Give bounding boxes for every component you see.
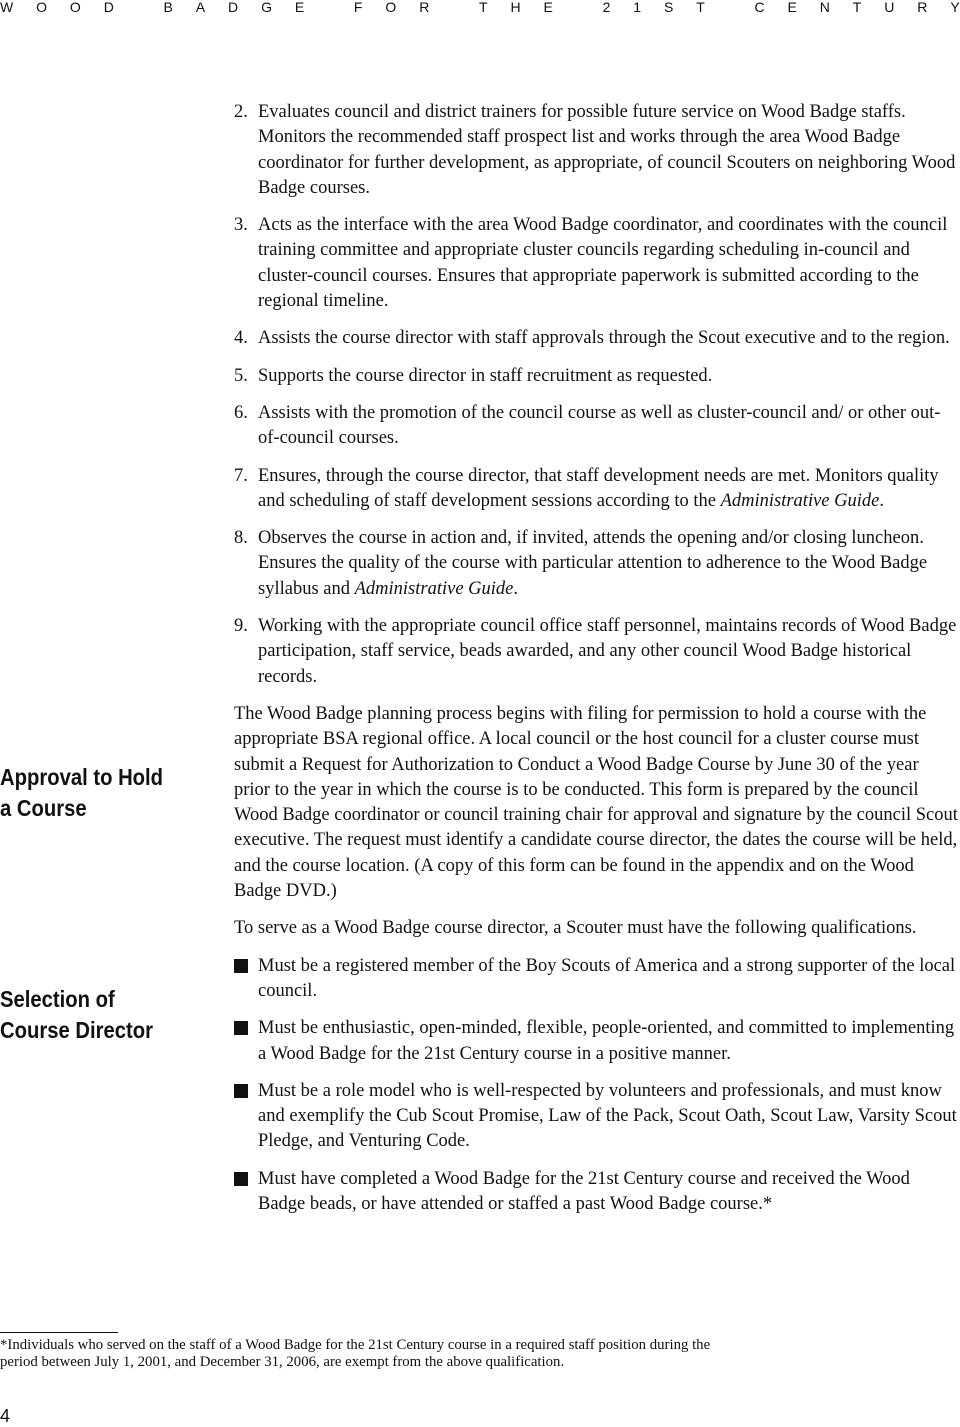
item-number: 2. (234, 102, 248, 122)
list-item (234, 1016, 958, 1067)
running-head-letter: E (294, 0, 305, 15)
running-head-letter (137, 0, 141, 20)
item-text: Working with the appropriate council office staff personnel, maintains records of Wood Badge participation, staff service, beads awarded, and any other council Wood Badge historical records. (258, 616, 957, 687)
running-head-letter: A (195, 0, 206, 15)
running-head-letter: F (353, 0, 363, 15)
running-head-letter: U (884, 0, 895, 15)
running-head-letter: O (36, 0, 48, 15)
running-head-letter: R (917, 0, 928, 15)
item-text: Must be a registered member of the Boy Scouts of America and a strong supporter of the local council. (258, 955, 956, 1001)
item-number: 4. (234, 328, 248, 349)
running-head-letter: 1 (633, 0, 642, 15)
selection-heading: Selection of Course Director (0, 986, 153, 1043)
running-head-letter: R (419, 0, 430, 15)
list-item (234, 401, 958, 452)
running-head-letter: T (696, 0, 705, 15)
running-head-letter: W (0, 0, 14, 15)
footnote: *Individuals who served on the staff of a Wood Badge for the 21st Century course in a required staff position during the period between July 1, 2001, and December 31, 2006, are exempt from the above qualification. (0, 1337, 711, 1370)
item-text: Assists with the promotion of the council course as well as cluster-council and/ or other out-of-council courses. (258, 402, 941, 449)
item-number: 9. (234, 616, 248, 637)
running-head-letter: T (852, 0, 862, 15)
running-head-letter: E (787, 0, 797, 15)
running-head-letter: G (261, 0, 272, 15)
running-head-letter: C (754, 0, 765, 15)
running-head-letter: O (69, 0, 81, 15)
running-head-letter: B (163, 0, 173, 15)
list-item (234, 464, 958, 515)
item-text: Acts as the interface with the area Wood Badge coordinator, and coordinates with the council training committee and appropriate cluster councils regarding scheduling in-council and cluster-council courses. Ensures that appropriate paperwork is submitted according to the regional timeline. (258, 215, 948, 312)
square-bullet-icon (234, 1021, 248, 1035)
duties-list (234, 100, 958, 690)
main-column (234, 100, 958, 1229)
list-item (234, 1079, 958, 1155)
item-text-end: . (513, 578, 519, 599)
approval-heading: Approval to Hold a Course (0, 764, 164, 821)
page-number: 4 (0, 1406, 11, 1426)
list-item (234, 1167, 958, 1218)
running-head-letter: E (543, 0, 553, 15)
list-item (234, 364, 958, 389)
list-item (234, 326, 958, 351)
item-text: Evaluates council and district trainers for possible future service on Wood Badge staffs. Monitors the recommended staff prospect list and works through the area Wood Badge coordinator for further development, as appropriate, of council Scouters on neighboring Wood Badge courses. (258, 102, 956, 198)
italic-title: Administrative Guide (354, 578, 514, 599)
item-text: Observes the course in action and, if invited, attends the opening and/or closing luncheon. Ensures the quality of the course with particular attention to adherence to the Wood Badge syllabus and (258, 528, 928, 599)
running-head-letter: O (385, 0, 397, 15)
running-head-letter: D (228, 0, 239, 15)
qualifications-list (234, 954, 958, 1218)
square-bullet-icon (234, 1172, 248, 1186)
item-number: 5. (234, 365, 248, 386)
list-item (234, 954, 958, 1005)
item-text: Must be a role model who is well-respected by volunteers and professionals, and must know and exemplify the Cub Scout Promise, Law of the Pack, Scout Oath, Scout Law, Varsity Scout Pledge, and Venturing Code. (258, 1080, 957, 1152)
running-head (0, 0, 960, 20)
item-number: 6. (234, 402, 248, 423)
running-head-letter (728, 0, 732, 20)
item-text: Supports the course director in staff recruitment as requested. (258, 365, 713, 386)
item-text: Assists the course director with staff approvals through the Scout executive and to the region. (258, 328, 950, 349)
selection-intro: To serve as a Wood Badge course director, a Scouter must have the following qualifications. (234, 918, 917, 939)
running-head-letter: T (479, 0, 488, 15)
running-head-letter (327, 0, 331, 20)
italic-title: Administrative Guide (720, 490, 880, 511)
square-bullet-icon (234, 1084, 248, 1098)
running-head-letter: D (103, 0, 114, 15)
list-item (234, 213, 958, 314)
item-number: 3. (234, 215, 248, 236)
list-item (234, 100, 958, 201)
item-text: Must have completed a Wood Badge for the 21st Century course and received the Wood Badge beads, or have attended or staffed a past Wood Badge course.* (258, 1168, 910, 1214)
list-item (234, 526, 958, 602)
square-bullet-icon (234, 959, 248, 973)
running-head-letter: N (819, 0, 830, 15)
running-head-letter (576, 0, 580, 20)
footnote-rule (0, 1332, 118, 1333)
item-text: Must be enthusiastic, open-minded, flexible, people-oriented, and committed to implementing a Wood Badge for the 21st Century course in a positive manner. (258, 1018, 955, 1064)
list-item (234, 614, 958, 690)
item-number: 8. (234, 528, 248, 549)
item-text: Ensures, through the course director, that staff development needs are met. Monitors quality and scheduling of staff development sessions according to the (258, 465, 939, 511)
running-head-letter: Y (950, 0, 960, 15)
running-head-letter: 2 (602, 0, 611, 15)
running-head-letter (452, 0, 456, 20)
running-head-letter: S (663, 0, 674, 15)
item-text-end: . (879, 490, 884, 511)
running-head-letter: H (510, 0, 521, 15)
approval-paragraph: The Wood Badge planning process begins with filing for permission to hold a course with the appropriate BSA regional office. A local council or the host council for a cluster course must submit a Request for Authorization to Conduct a Wood Badge Course by June 30 of the year prior to the year in which the course is to be conducted. This form is prepared by the council Wood Badge coordinator or council training chair for approval and signature by the council Scout executive. The request must identify a candidate course director, the dates the course will be held, and the course location. (A copy of this form can be found in the appendix and on the Wood Badge DVD.) (234, 703, 958, 902)
item-number: 7. (234, 465, 248, 486)
